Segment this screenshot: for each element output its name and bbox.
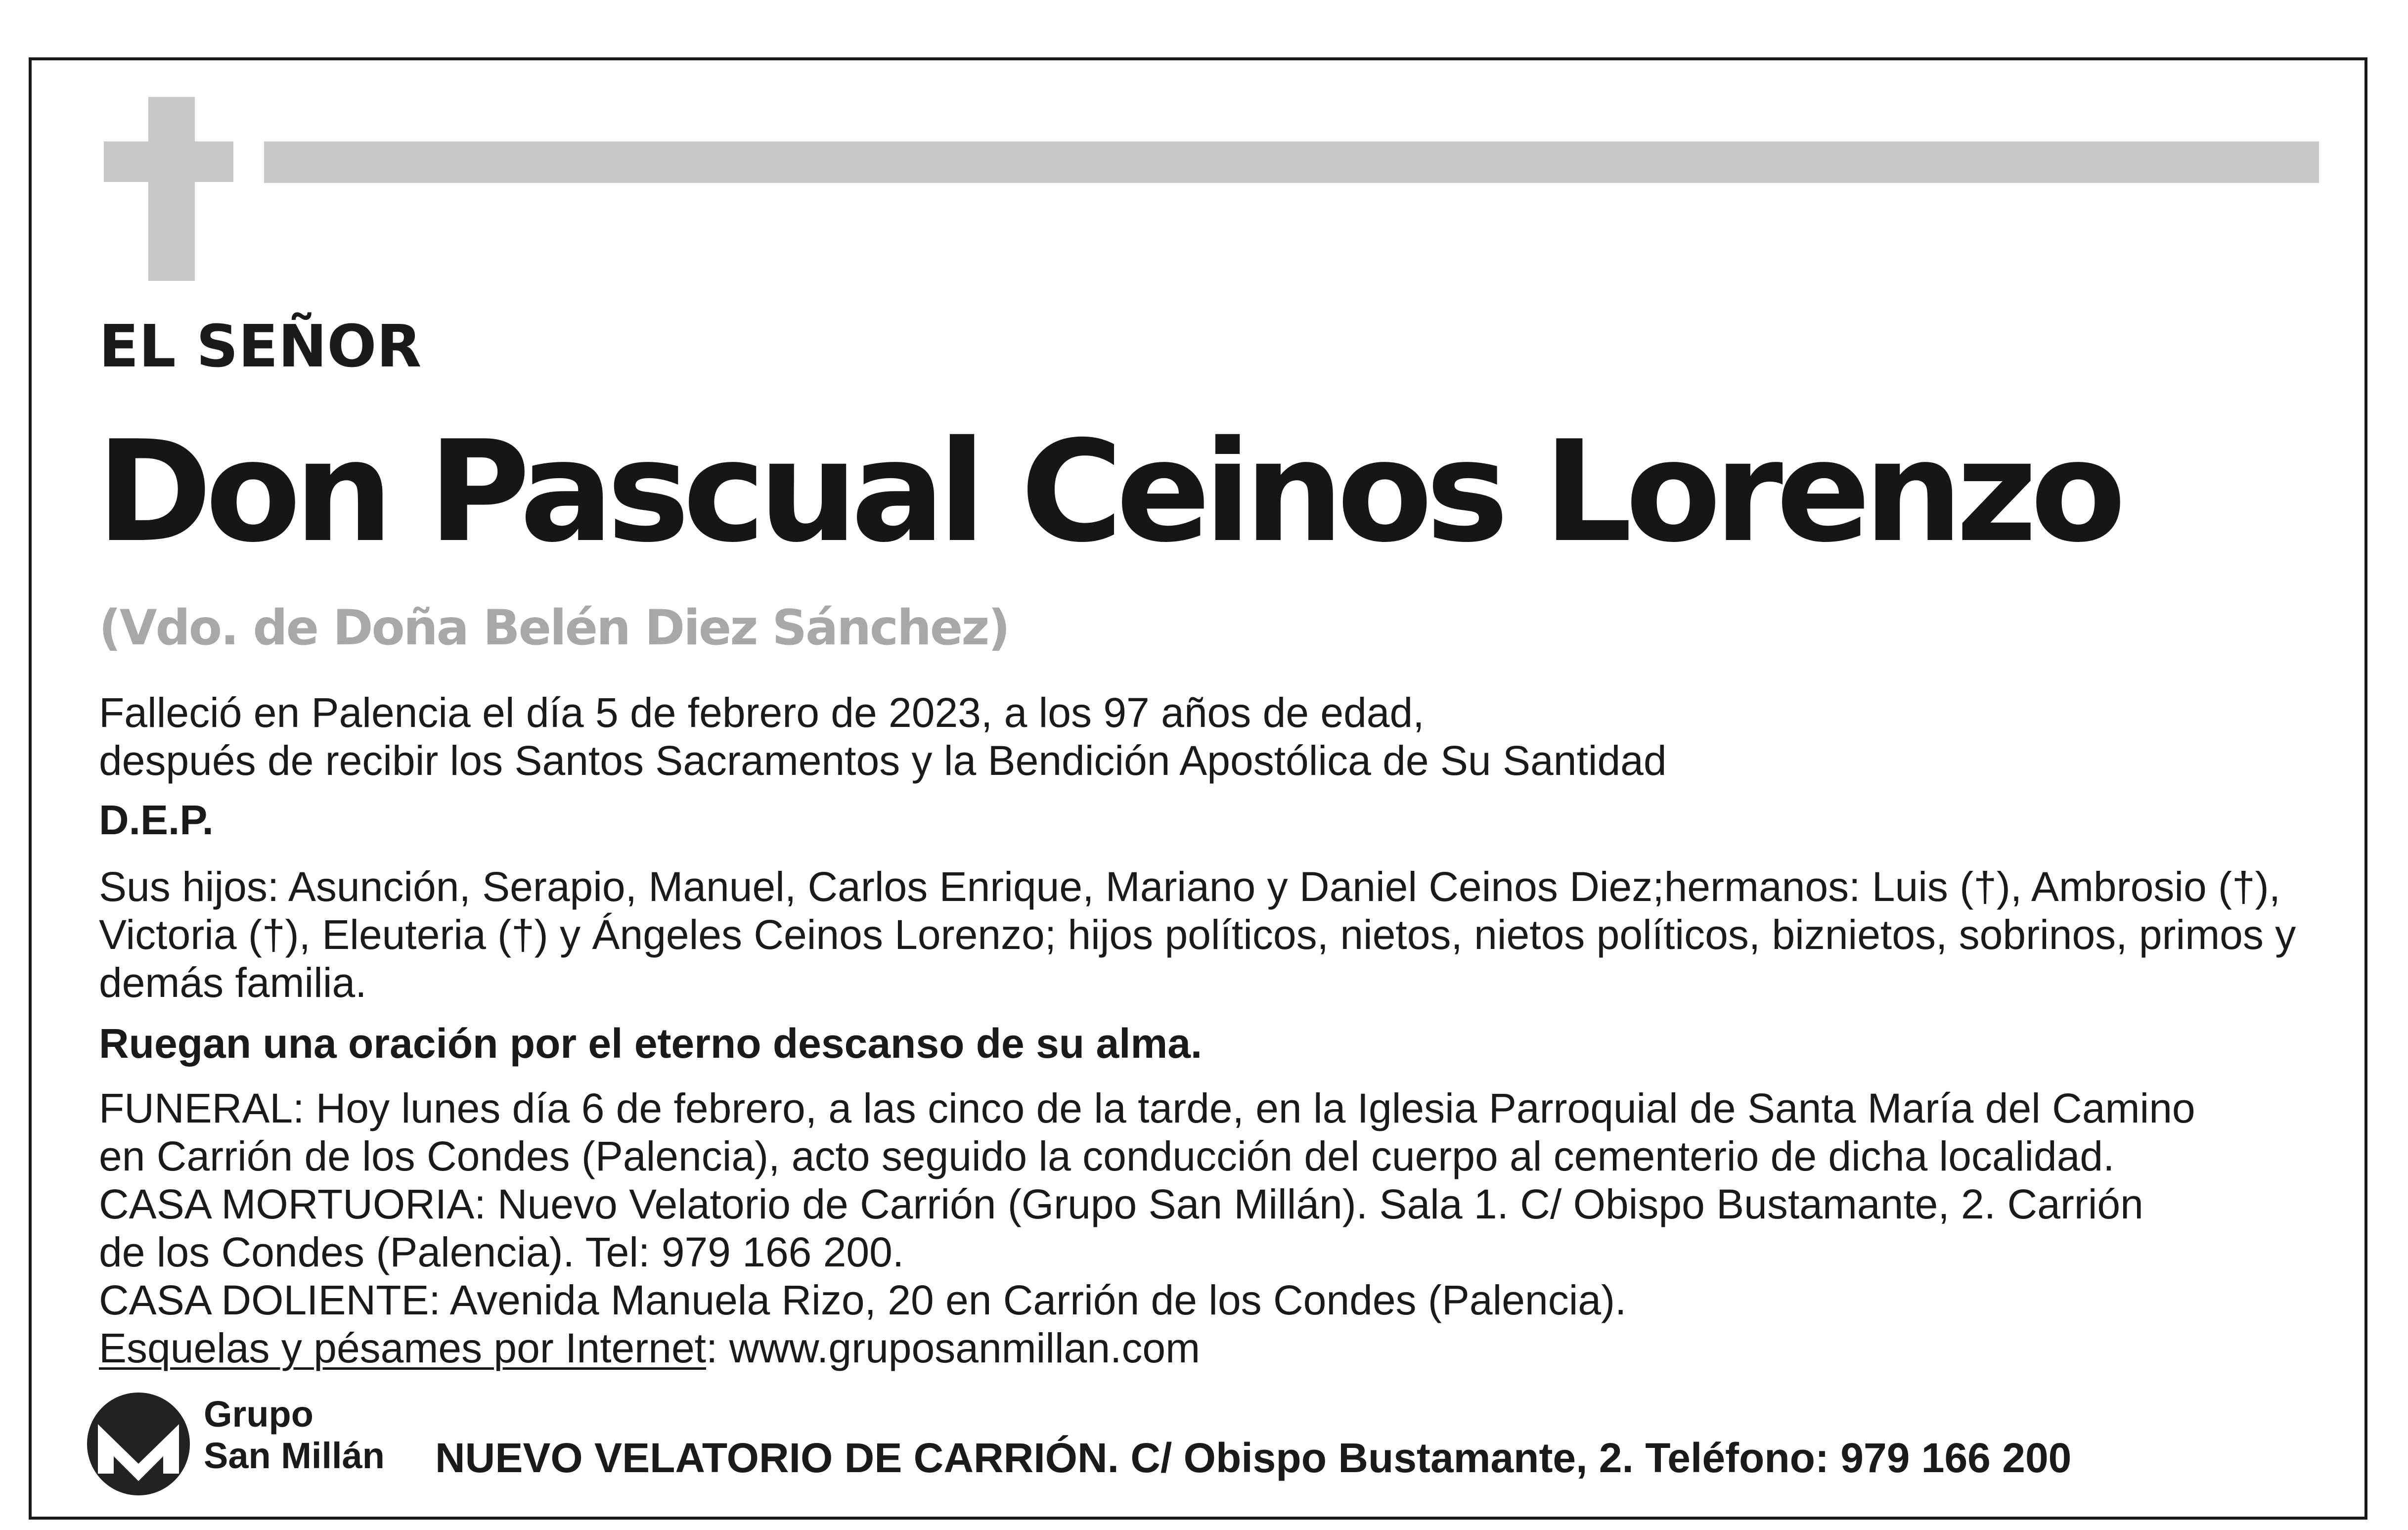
internet-separator: : [706,1325,718,1371]
header-bar [264,141,2319,183]
death-line: Falleció en Palencia el día 5 de febrero de 2023, a los 97 años de edad, [99,689,1425,736]
dep-label: D.E.P. [99,797,214,843]
cross-icon-arm [104,141,233,182]
logo-line: Grupo [204,1394,313,1435]
death-line: después de recibir los Santos Sacramentos y la Bendición Apostólica de Su Santidad [99,737,1667,784]
logo-line: San Millán [204,1435,385,1476]
internet-line [99,1324,2334,1372]
widower-subtitle: (Vdo. de Doña Belén Diez Sánchez) [99,600,1009,656]
prayer-line: Ruegan una oración por el eterno descanso de su alma. [99,1020,1203,1067]
deceased-name: Don Pascual Ceinos Lorenzo [96,410,2119,573]
mortuary-line: CASA MORTUORIA: Nuevo Velatorio de Carrión (Grupo San Millán). Sala 1. C/ Obispo Bustamante, 2. Carrión [99,1181,2143,1227]
family-paragraph: Sus hijos: Asunción, Serapio, Manuel, Carlos Enrique, Mariano y Daniel Ceinos Diez;hermanos: Luis (†), Ambrosio (†), Victoria (†), Eleuteria (†) y Ángeles Ceinos Lorenzo; hijos políticos, nietos, nietos políticos, biznietos, sobrinos, primos y demás familia. [99,863,2296,1006]
logo-wordmark [204,1394,385,1477]
footer-address: NUEVO VELATORIO DE CARRIÓN. C/ Obispo Bustamante, 2. Teléfono: 979 166 200 [435,1435,2072,1481]
grupo-san-millan-logo-icon [84,1390,193,1498]
mourning-house-line: CASA DOLIENTE: Avenida Manuela Rizo, 20 en Carrión de los Condes (Palencia). [99,1277,1627,1323]
funeral-line: FUNERAL: Hoy lunes día 6 de febrero, a las cinco de la tarde, en la Iglesia Parroquial de Santa María del Camino [99,1085,2195,1131]
cross-icon [148,97,195,281]
funeral-details [99,1084,2334,1372]
internet-label: Esquelas y pésames por Internet [99,1325,707,1371]
funeral-line: en Carrión de los Condes (Palencia), acto seguido la conducción del cuerpo al cementerio de dicha localidad. [99,1133,2115,1179]
death-paragraph [99,689,2334,785]
intro-title: EL SEÑOR [99,312,422,380]
internet-url[interactable]: www.gruposanmillan.com [717,1325,1201,1371]
mortuary-line: de los Condes (Palencia). Tel: 979 166 200. [99,1229,904,1275]
